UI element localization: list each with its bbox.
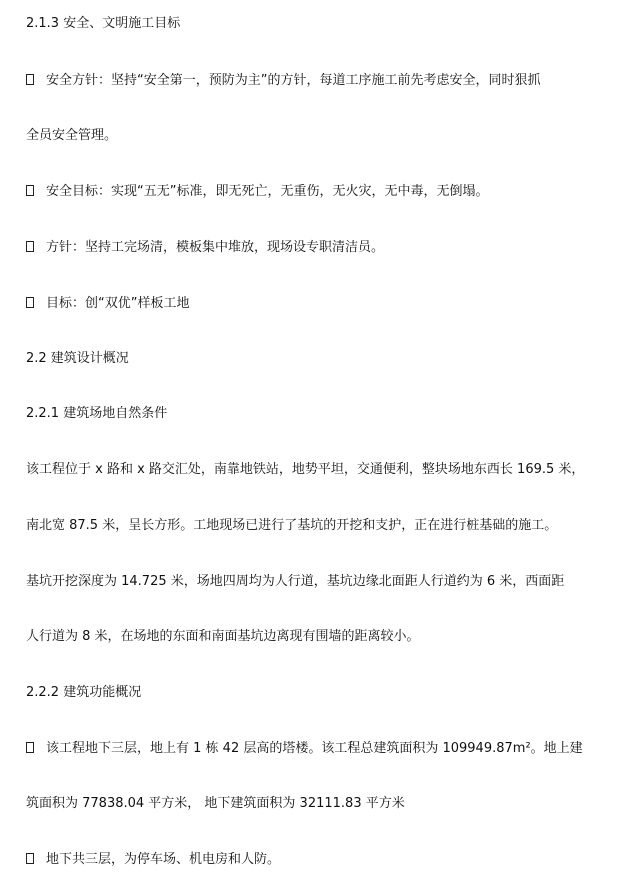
bullet-icon — [26, 185, 34, 196]
paragraph-line: 该工程位于 x 路和 x 路交汇处，南靠地铁站，地势平坦，交通便利，整块场地东西长 169.5 米， — [26, 462, 585, 477]
heading-2-2-2: 2.2.2 建筑功能概况 — [26, 685, 142, 700]
paragraph-line: 南北宽 87.5 米，呈长方形。工地现场已进行了基坑的开挖和支护，正在进行桩基础的施工。 — [26, 518, 558, 533]
paragraph-line: 人行道为 8 米，在场地的东面和南面基坑边离现有围墙的距离较小。 — [26, 629, 420, 644]
paragraph-line: 全员安全管理。 — [26, 128, 118, 143]
list-item-safety-policy: 安全方针：坚持“安全第一，预防为主”的方针，每道工序施工前先考虑安全，同时狠抓 — [26, 72, 540, 90]
list-item-basement: 地下共三层，为停车场、机电房和人防。 — [26, 851, 280, 869]
list-item-safety-goal: 安全目标：实现“五无”标准，即无死亡，无重伤，无火灾，无中毒，无倒塌。 — [26, 183, 488, 201]
heading-2-2: 2.2 建筑设计概况 — [26, 351, 129, 366]
list-item-floors: 该工程地下三层，地上有 1 栋 42 层高的塔楼。该工程总建筑面积为 109949.87m²。地上建 — [26, 740, 583, 758]
bullet-icon — [26, 853, 34, 864]
bullet-icon — [26, 74, 34, 85]
heading-2-1-3: 2.1.3 安全、文明施工目标 — [26, 16, 181, 31]
list-item-policy: 方针：坚持工完场清，模板集中堆放，现场设专职清洁员。 — [26, 239, 384, 257]
bullet-icon — [26, 241, 34, 252]
heading-2-2-1: 2.2.1 建筑场地自然条件 — [26, 406, 168, 421]
paragraph-line: 筑面积为 77838.04 平方米， 地下建筑面积为 32111.83 平方米 — [26, 796, 405, 811]
list-item-goal: 目标：创“双优”样板工地 — [26, 295, 189, 313]
bullet-icon — [26, 742, 34, 753]
paragraph-line: 基坑开挖深度为 14.725 米，场地四周均为人行道，基坑边缘北面距人行道约为 6 米，西面距 — [26, 574, 565, 589]
bullet-icon — [26, 297, 34, 308]
